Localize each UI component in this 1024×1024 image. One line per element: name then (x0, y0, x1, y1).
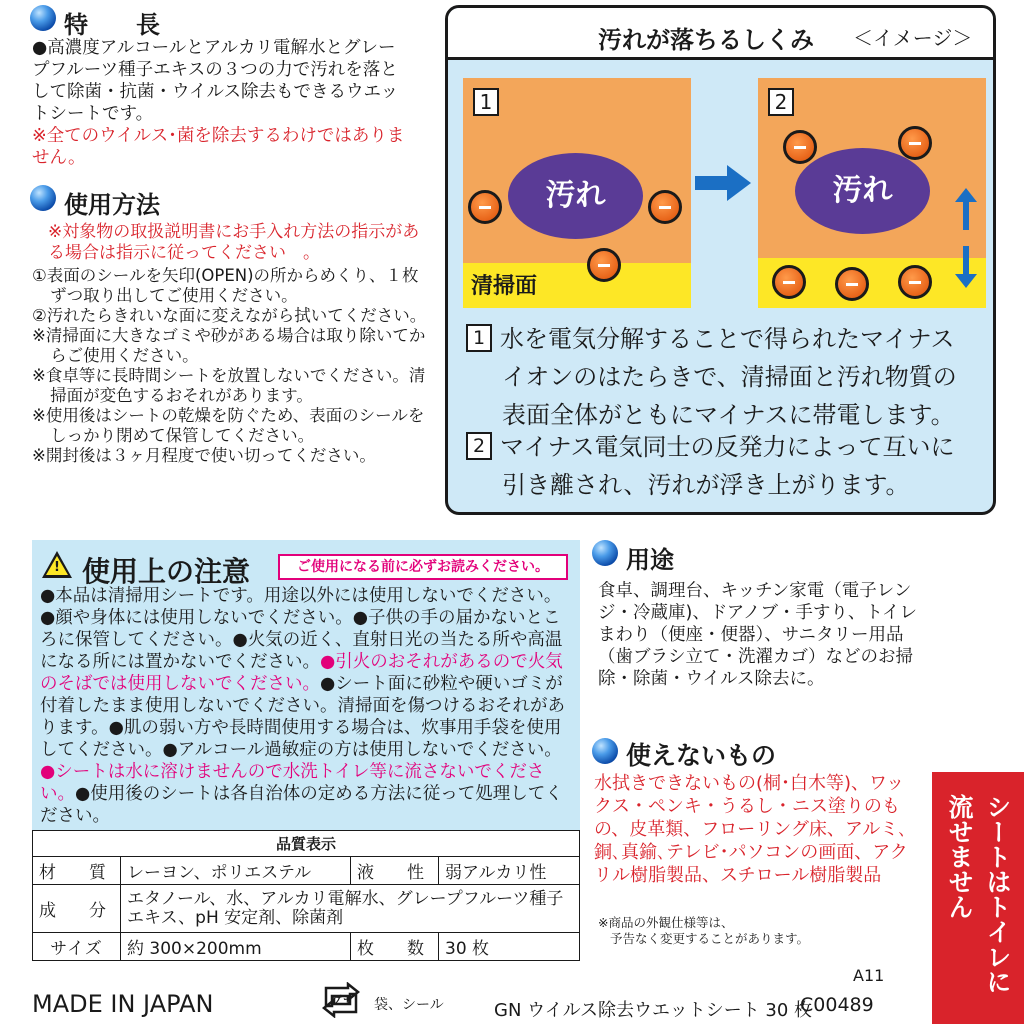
caution-text-part: ●シート面に砂粒や硬いゴミが付着したまま使用しないでください。清掃面を傷つけるおそれがあります。●肌の弱い方や長時間使用する場合は、炊事用手袋を使用してください。●アルコール過敏症の方は使用しないでください。 (40, 674, 565, 760)
step-line: イオンのはたらきで、清掃面と汚れ物質の (502, 363, 957, 391)
up-down-arrows-icon (954, 188, 978, 288)
size-value: 約 300×200mm (121, 933, 351, 961)
step-number: 1 (466, 324, 492, 352)
table-row (33, 857, 580, 885)
step-number: 2 (466, 432, 492, 460)
size-label: サイズ (33, 933, 121, 961)
product-code: C00489 (800, 994, 874, 1016)
bullet-ball-icon (30, 5, 56, 31)
warning-icon-mark: ! (54, 560, 60, 575)
minus-ion-icon (898, 126, 932, 160)
mechanism-step-1 (466, 320, 986, 434)
dirt-blob: 汚れ (508, 153, 643, 239)
dirt-blob: 汚れ (795, 148, 930, 234)
caution-panel (32, 540, 580, 830)
step-line: マイナス電気同士の反発力によって互いに (500, 433, 955, 461)
mechanism-panel (445, 5, 996, 515)
features-body: ●高濃度アルコールとアルカリ電解水とグレープフルーツ種子エキスの３つの力で汚れを落として除菌・抗菌・ウイルス除去もできるウエットシートです。 (32, 38, 399, 124)
minus-ion-icon (898, 265, 932, 299)
cannot-use-heading: 使えないもの (626, 741, 777, 770)
scene-2 (758, 78, 986, 308)
features-text (32, 37, 412, 169)
page-code: A11 (853, 966, 885, 985)
recycle-mark-icon (318, 982, 364, 1018)
recycle-mark-text: プラ (331, 994, 353, 1007)
usage-item: ※清掃面に大きなゴミや砂がある場合は取り除いてからご使用ください。 (32, 326, 426, 365)
toilet-warning-banner (932, 772, 1024, 1024)
minus-ion-icon (648, 190, 682, 224)
minus-ion-icon (835, 267, 869, 301)
toilet-warning-col1: シートはトイレに (983, 794, 1012, 994)
caution-text-part: ●本品は清掃用シートです。用途以外には使用しないでください。●顔や身体には使用しないでください。●子供の手の届かないところに保管してください。●火気の近く、直射日光の当たる所や高温になる所には置かないでください。 (40, 586, 563, 672)
usage-item: ※使用後はシートの乾燥を防ぐため、表面のシールをしっかり閉めて保管してください。 (32, 406, 425, 445)
step-line: 引き離され、汚れが浮き上がります。 (502, 471, 910, 499)
minus-ion-icon (772, 265, 806, 299)
features-heading: 特 長 (64, 11, 160, 39)
toilet-warning-col2: 流せません (945, 794, 974, 919)
caution-text (40, 585, 576, 827)
right-arrow-icon (695, 163, 753, 203)
quality-header: 品質表示 (33, 831, 580, 857)
caution-title: 使用上の注意 (82, 555, 251, 588)
material-value: レーヨン、ポリエステル (121, 857, 351, 885)
product-name: GN ウイルス除去ウエットシート 30 枚 (494, 1000, 813, 1021)
made-in-label: MADE IN JAPAN (32, 990, 214, 1018)
scene-number: 1 (473, 88, 499, 116)
appearance-note-line: ※商品の外観仕様等は、 (598, 915, 734, 930)
recycle-label: 袋、シール (374, 997, 444, 1013)
liquid-value: 弱アルカリ性 (439, 857, 580, 885)
uses-heading: 用途 (626, 546, 674, 574)
mechanism-subtitle: ＜イメージ＞ (853, 26, 973, 50)
usage-item: ②汚れたらきれいな面に変えながら拭いてください。 (32, 306, 427, 325)
scene-number: 2 (768, 88, 794, 116)
usage-item: ※開封後は３ヶ月程度で使い切ってください。 (32, 446, 376, 465)
appearance-note (598, 915, 918, 947)
ingredients-value: エタノール、水、アルカリ電解水、グレープフルーツ種子エキス、pH 安定剤、除菌剤 (121, 885, 580, 933)
usage-item: ①表面のシールを矢印(OPEN)の所からめくり、１枚ずつ取り出してご使用ください。 (32, 266, 419, 305)
bullet-ball-icon (592, 540, 618, 566)
count-value: 30 枚 (439, 933, 580, 961)
scene-1 (463, 78, 691, 308)
mechanism-step-2 (466, 428, 986, 504)
step-line: 水を電気分解することで得られたマイナス (500, 325, 955, 353)
minus-ion-icon (468, 190, 502, 224)
liquid-label: 液 性 (351, 857, 439, 885)
mechanism-title-bar (448, 8, 993, 60)
cannot-use-text: 水拭きできないもの(桐･白木等)、ワックス・ペンキ・うるし・ニス塗りのもの、皮革類、フローリング床、アルミ､銅､真鍮､テレビ･パソコンの画面、アクリル樹脂製品、スチロール樹脂製品 (594, 773, 908, 886)
quality-table (32, 830, 580, 961)
caution-text-highlight: ●引火のおそれがあるので火気のそばでは使用しないでください。 (40, 652, 563, 694)
step-line: 表面全体がともにマイナスに帯電します。 (502, 401, 955, 429)
mechanism-title: 汚れが落ちるしくみ (598, 26, 814, 54)
ingredients-label: 成 分 (33, 885, 121, 933)
usage-item: ※食卓等に長時間シートを放置しないでください。清掃面が変色するおそれがあります。 (32, 366, 426, 405)
minus-ion-icon (783, 130, 817, 164)
table-row (33, 885, 580, 933)
floor-label: 清掃面 (471, 274, 538, 299)
caution-text-part: ●使用後のシートは各自治体の定める方法に従って処理してください。 (40, 784, 563, 826)
caution-text-highlight: ●シートは水に溶けませんので水洗トイレ等に流さないでください。 (40, 762, 545, 804)
appearance-note-line: 予告なく変更することがあります。 (610, 931, 810, 946)
bullet-ball-icon (30, 185, 56, 211)
minus-ion-icon (587, 248, 621, 282)
features-note: ※全てのウイルス･菌を除去するわけではありません。 (32, 126, 405, 168)
material-label: 材 質 (33, 857, 121, 885)
count-label: 枚 数 (351, 933, 439, 961)
usage-heading: 使用方法 (64, 191, 160, 219)
uses-text: 食卓、調理台、キッチン家電（電子レンジ・冷蔵庫)、ドアノブ・手すり、トイレまわり（便座・便器）、サニタリー用品（歯ブラシ立て・洗濯カゴ）などのお掃除・除菌・ウイルス除去に。 (598, 581, 918, 689)
usage-list (32, 266, 427, 466)
table-row (33, 831, 580, 857)
table-row (33, 933, 580, 961)
usage-note: ※対象物の取扱説明書にお手入れ方法の指示がある場合は指示に従ってください 。 (48, 222, 420, 263)
bullet-ball-icon (592, 738, 618, 764)
caution-badge: ご使用になる前に必ずお読みください。 (278, 554, 568, 580)
